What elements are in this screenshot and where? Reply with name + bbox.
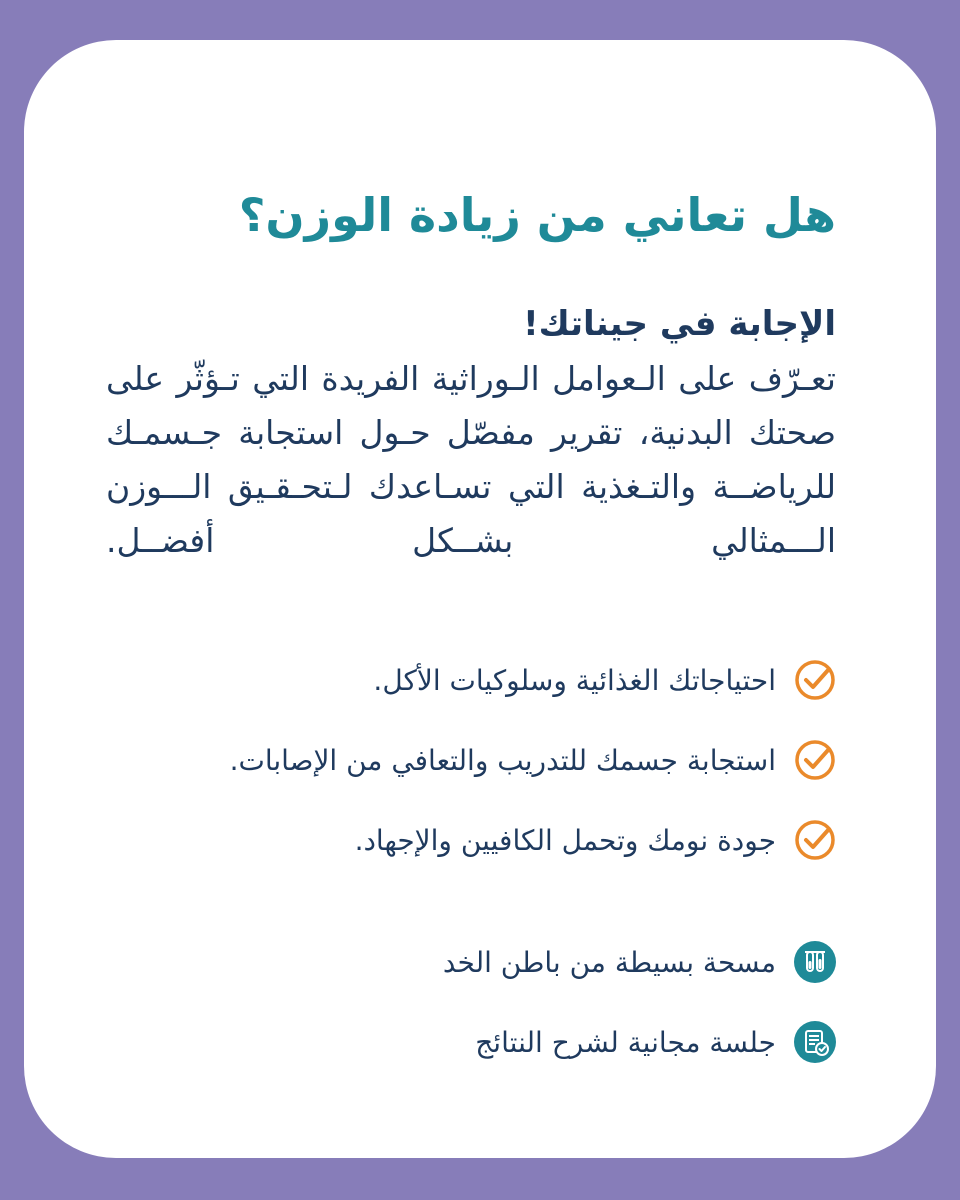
extra-item	[106, 1002, 836, 1082]
benefit-label: احتياجاتك الغذائية وسلوكيات الأكل.	[373, 663, 776, 697]
extra-label: مسحة بسيطة من باطن الخد	[442, 945, 776, 979]
content-card	[24, 40, 936, 1158]
extra-label: جلسة مجانية لشرح النتائج	[475, 1025, 776, 1059]
description-paragraph: تعـرّف على الـعوامل الـوراثية الفريدة التي تـؤثّر على صحتك البدنية، تقرير مفصّل حـول استجابة جـسمـك للرياضــة والتـغذية التي تسـاعدك لـتحـقـيق الـــوزن الـــمثالي بشــكل أفضــل.	[106, 359, 836, 560]
extras-list	[106, 922, 836, 1082]
benefits-list	[106, 640, 836, 880]
benefit-item	[106, 720, 836, 800]
test-tubes-icon	[794, 941, 836, 983]
subtitle: الإجابة في جيناتك!	[523, 304, 836, 344]
benefit-item	[106, 640, 836, 720]
benefit-label: جودة نومك وتحمل الكافيين والإجهاد.	[354, 823, 776, 857]
check-circle-icon	[794, 659, 836, 701]
benefit-label: استجابة جسمك للتدريب والتعافي من الإصابات.	[229, 743, 776, 777]
benefit-item	[106, 800, 836, 880]
extra-item	[106, 922, 836, 1002]
page-title: هل تعاني من زيادة الوزن؟	[238, 188, 836, 242]
report-check-icon	[794, 1021, 836, 1063]
check-circle-icon	[794, 739, 836, 781]
check-circle-icon	[794, 819, 836, 861]
